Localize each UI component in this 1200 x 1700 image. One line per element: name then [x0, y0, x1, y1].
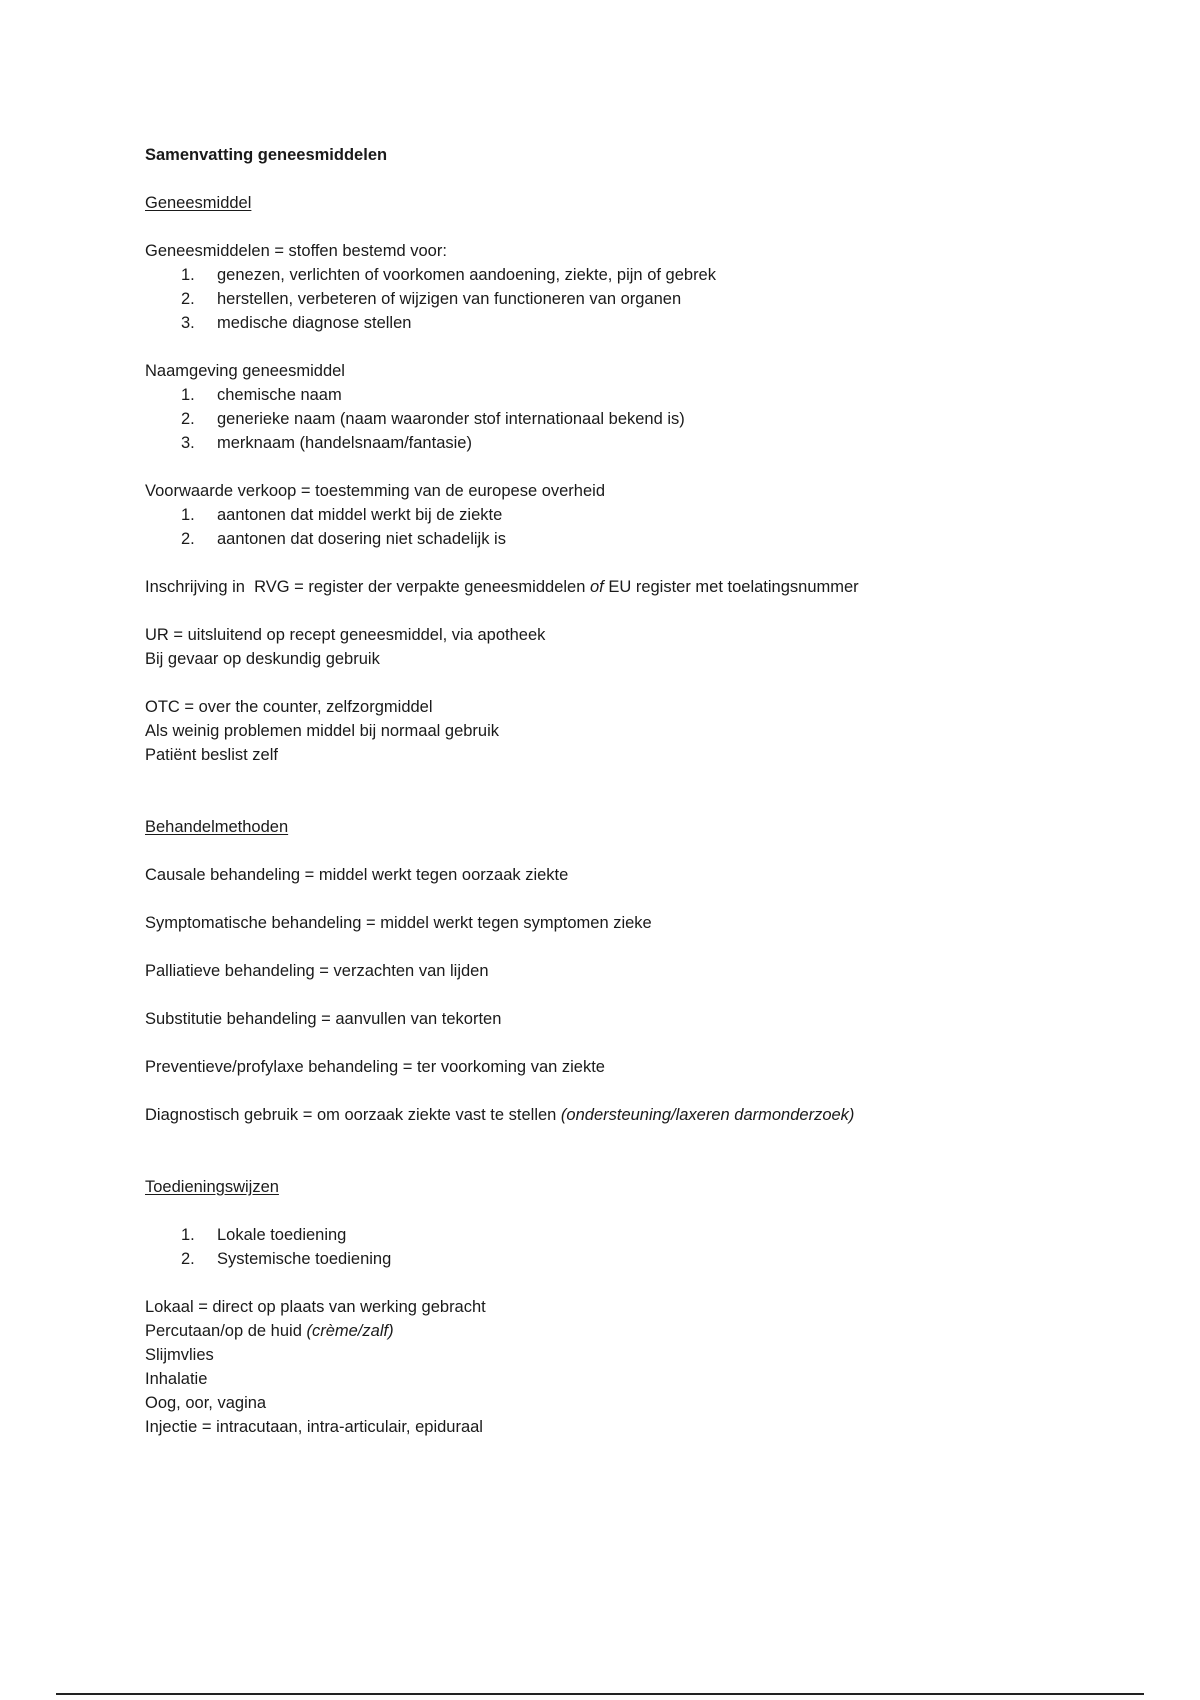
- otc-line: Patiënt beslist zelf: [145, 746, 278, 764]
- treatment-diagnostic: Diagnostisch gebruik = om oorzaak ziekte vast te stellen (ondersteuning/laxeren darmonderzoek): [145, 1106, 855, 1124]
- naming-list: [145, 383, 1145, 455]
- treatment-palliative: Palliatieve behandeling = verzachten van lijden: [145, 962, 489, 980]
- list-item: 2. Systemische toediening: [181, 1250, 392, 1268]
- route-percutaneous: Percutaan/op de huid (crème/zalf): [145, 1322, 394, 1340]
- list-item: 1. Lokale toediening: [181, 1226, 347, 1244]
- list-item: 3. medische diagnose stellen: [181, 314, 412, 332]
- section-heading-behandelmethoden: Behandelmethoden: [145, 818, 289, 836]
- treatment-preventive: Preventieve/profylaxe behandeling = ter voorkoming van ziekte: [145, 1058, 605, 1076]
- definition-list: [145, 263, 1145, 335]
- definition-intro: Geneesmiddelen = stoffen bestemd voor:: [145, 242, 447, 260]
- treatment-causal: Causale behandeling = middel werkt tegen oorzaak ziekte: [145, 866, 569, 884]
- document-page: [145, 143, 1145, 1439]
- route-injection: Injectie = intracutaan, intra-articulair, epiduraal: [145, 1418, 483, 1436]
- ur-line: UR = uitsluitend op recept geneesmiddel, via apotheek: [145, 626, 546, 644]
- treatment-symptomatic: Symptomatische behandeling = middel werkt tegen symptomen zieke: [145, 914, 652, 932]
- otc-line: Als weinig problemen middel bij normaal gebruik: [145, 722, 500, 740]
- list-item: 1. aantonen dat middel werkt bij de ziekte: [181, 506, 503, 524]
- section-heading-geneesmiddel: Geneesmiddel: [145, 194, 252, 212]
- list-item: 2. herstellen, verbeteren of wijzigen van functioneren van organen: [181, 290, 682, 308]
- section-heading-toedieningswijzen: Toedieningswijzen: [145, 1178, 279, 1196]
- condition-list: [145, 503, 1145, 551]
- page-bottom-rule: [56, 1693, 1144, 1695]
- list-item: 3. merknaam (handelsnaam/fantasie): [181, 434, 472, 452]
- registration-line: Inschrijving in RVG = register der verpakte geneesmiddelen of EU register met toelatingsnummer: [145, 578, 859, 596]
- treatment-substitution: Substitutie behandeling = aanvullen van tekorten: [145, 1010, 502, 1028]
- document-title: Samenvatting geneesmiddelen: [145, 146, 388, 164]
- list-item: 1. chemische naam: [181, 386, 342, 404]
- local-definition: Lokaal = direct op plaats van werking gebracht: [145, 1298, 486, 1316]
- condition-label: Voorwaarde verkoop = toestemming van de europese overheid: [145, 482, 605, 500]
- list-item: 2. aantonen dat dosering niet schadelijk is: [181, 530, 506, 548]
- otc-line: OTC = over the counter, zelfzorgmiddel: [145, 698, 433, 716]
- list-item: 2. generieke naam (naam waaronder stof internationaal bekend is): [181, 410, 685, 428]
- route-inhalation: Inhalatie: [145, 1370, 208, 1388]
- list-item: 1. genezen, verlichten of voorkomen aandoening, ziekte, pijn of gebrek: [181, 266, 716, 284]
- route-mucosa: Slijmvlies: [145, 1346, 214, 1364]
- route-eye-ear: Oog, oor, vagina: [145, 1394, 267, 1412]
- administration-list: [145, 1223, 1145, 1271]
- naming-label: Naamgeving geneesmiddel: [145, 362, 345, 380]
- ur-line: Bij gevaar op deskundig gebruik: [145, 650, 380, 668]
